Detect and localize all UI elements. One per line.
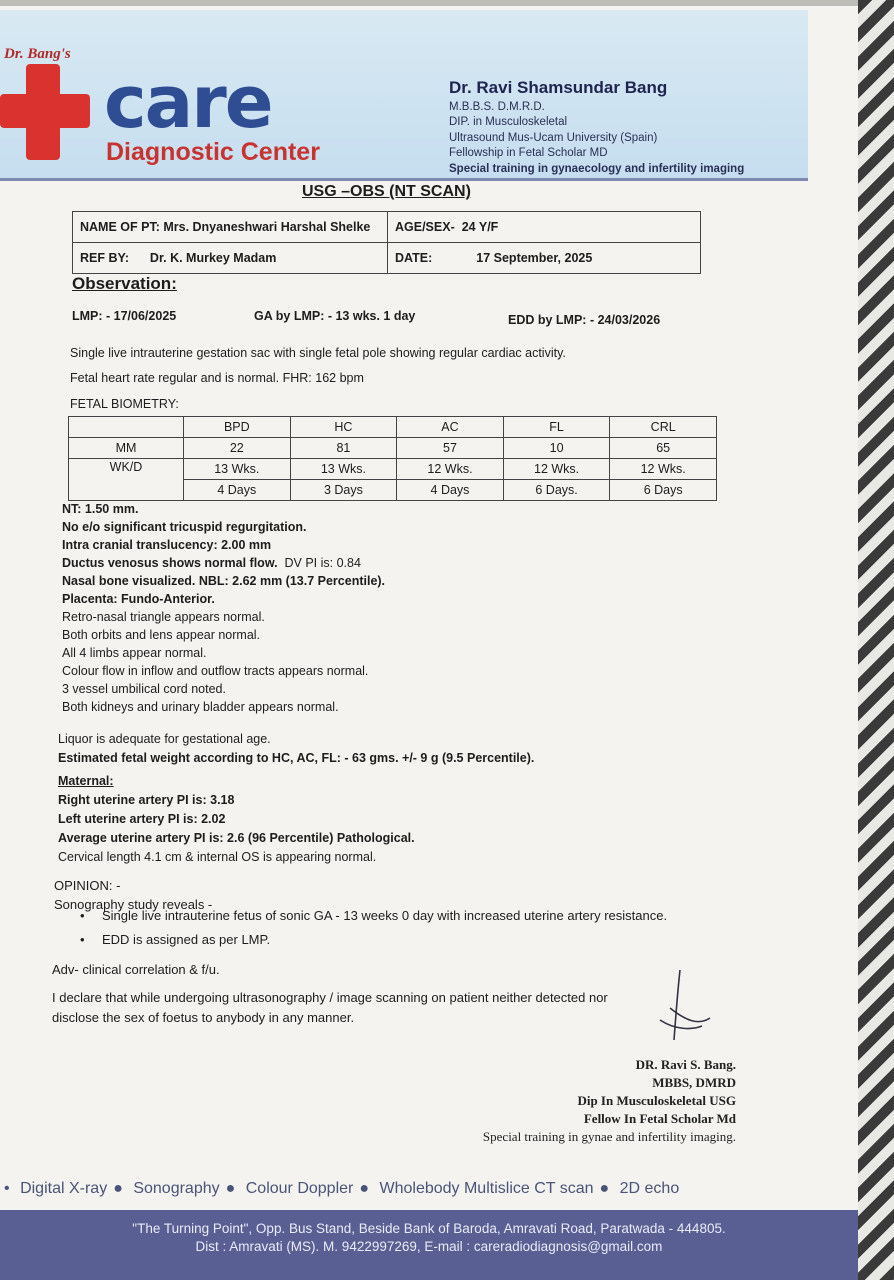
patient-agesex: 24 Y/F bbox=[461, 220, 499, 234]
footer-address bbox=[0, 1210, 858, 1280]
col-ac: AC bbox=[397, 417, 504, 438]
maternal-right: Right uterine artery PI is: 3.18 bbox=[58, 793, 235, 807]
ga-by-lmp: GA by LMP: - 13 wks. 1 day bbox=[254, 309, 416, 323]
finding-nasal: Nasal bone visualized. NBL: 2.62 mm (13.7 Percentile). bbox=[62, 574, 386, 588]
finding-gestation-sac: Single live intrauterine gestation sac with single fetal pole showing regular cardiac activity. bbox=[70, 346, 566, 360]
mm-crl: 65 bbox=[610, 438, 717, 459]
maternal-heading: Maternal: bbox=[58, 774, 114, 788]
col-crl: CRL bbox=[610, 417, 717, 438]
name-label: NAME OF PT: bbox=[80, 220, 160, 234]
mm-fl: 10 bbox=[503, 438, 610, 459]
col-hc: HC bbox=[290, 417, 397, 438]
service-item: Digital X-ray bbox=[20, 1180, 108, 1197]
row-wkd-label: WK/D bbox=[69, 459, 184, 501]
wk-bpd: 13 Wks. bbox=[184, 459, 291, 480]
opinion-bullet: • Single live intrauterine fetus of sonic GA - 13 weeks 0 day with increased uterine artery resistance. bbox=[80, 908, 668, 923]
finding-ict: Intra cranial translucency: 2.00 mm bbox=[62, 538, 272, 552]
signatory-dip: Dip In Musculoskeletal USG bbox=[577, 1093, 736, 1108]
mm-ac: 57 bbox=[397, 438, 504, 459]
qualification: Fellowship in Fetal Scholar MD bbox=[449, 147, 608, 159]
opinion-heading: OPINION: - bbox=[54, 878, 121, 893]
report-date: 17 September, 2025 bbox=[476, 251, 593, 265]
signatory-training: Special training in gynae and infertility imaging. bbox=[482, 1129, 736, 1144]
finding-colour: Colour flow in inflow and outflow tracts appears normal. bbox=[62, 664, 369, 678]
services-strip: • Digital X-ray ● Sonography ● Colour Doppler ● Wholebody Multislice CT scan ● 2D echo bbox=[4, 1180, 680, 1197]
doctor-credentials bbox=[449, 80, 744, 177]
day-bpd: 4 Days bbox=[184, 480, 291, 501]
finding-vessel: 3 vessel umbilical cord noted. bbox=[62, 682, 226, 696]
edd-by-lmp: EDD by LMP: - 24/03/2026 bbox=[508, 313, 661, 327]
signatory-fellow: Fellow In Fetal Scholar Md bbox=[583, 1111, 736, 1126]
finding-fhr: Fetal heart rate regular and is normal. FHR: 162 bpm bbox=[70, 371, 364, 385]
liquor: Liquor is adequate for gestational age. bbox=[58, 732, 271, 746]
fetal-biometry-table bbox=[68, 416, 717, 501]
qualification: Ultrasound Mus-Ucam University (Spain) bbox=[449, 131, 658, 144]
logo-care-text: care bbox=[104, 60, 272, 144]
finding-kidneys: Both kidneys and urinary bladder appears normal. bbox=[62, 700, 339, 714]
finding-dv-flow: Ductus venosus shows normal flow. bbox=[62, 556, 278, 570]
wk-fl: 12 Wks. bbox=[503, 459, 610, 480]
wk-ac: 12 Wks. bbox=[397, 459, 504, 480]
observation-heading: Observation: bbox=[72, 274, 177, 293]
mm-hc: 81 bbox=[290, 438, 397, 459]
background-pattern bbox=[858, 0, 894, 1280]
logo-dr-text: Dr. Bang's bbox=[4, 46, 71, 62]
mm-bpd: 22 bbox=[184, 438, 291, 459]
ref-label: REF BY: bbox=[80, 251, 130, 265]
biometry-label: FETAL BIOMETRY: bbox=[70, 397, 179, 411]
finding-orbits: Both orbits and lens appear normal. bbox=[62, 628, 261, 642]
finding-limbs: All 4 limbs appear normal. bbox=[62, 646, 207, 660]
date-label: DATE: bbox=[395, 251, 433, 265]
qualification: Special training in gynaecology and infertility imaging bbox=[449, 162, 745, 175]
finding-tricuspid: No e/o significant tricuspid regurgitation. bbox=[62, 520, 307, 534]
declaration: I declare that while undergoing ultrasonography / image scanning on patient neither detected nor disclose the sex of foetus to anybody in any manner. bbox=[52, 990, 608, 1025]
finding-placenta: Placenta: Fundo-Anterior. bbox=[62, 592, 215, 606]
col-fl: FL bbox=[503, 417, 610, 438]
opinion-bullet-text: EDD is assigned as per LMP. bbox=[102, 932, 271, 947]
findings-list bbox=[62, 500, 385, 716]
advice: Adv- clinical correlation & f/u. bbox=[52, 962, 220, 977]
qualification: M.B.B.S. D.M.R.D. bbox=[449, 100, 545, 113]
report-title: USG –OBS (NT SCAN) bbox=[302, 183, 471, 200]
qualification: DIP. in Musculoskeletal bbox=[449, 116, 568, 128]
wk-crl: 12 Wks. bbox=[610, 459, 717, 480]
col-bpd: BPD bbox=[184, 417, 291, 438]
finding-retro: Retro-nasal triangle appears normal. bbox=[62, 610, 265, 624]
maternal-cervix: Cervical length 4.1 cm & internal OS is appearing normal. bbox=[58, 850, 377, 864]
referring-doctor: Dr. K. Murkey Madam bbox=[149, 251, 277, 265]
patient-name: Mrs. Dnyaneshwari Harshal Shelke bbox=[163, 220, 371, 234]
signature-block bbox=[420, 1056, 736, 1146]
efw: Estimated fetal weight according to HC, AC, FL: - 63 gms. +/- 9 g (9.5 Percentile). bbox=[58, 751, 535, 765]
day-crl: 6 Days bbox=[610, 480, 717, 501]
row-mm-label: MM bbox=[69, 438, 184, 459]
maternal-left: Left uterine artery PI is: 2.02 bbox=[58, 812, 226, 826]
opinion-intro: Sonography study reveals - bbox=[54, 897, 213, 912]
wk-hc: 13 Wks. bbox=[290, 459, 397, 480]
finding-dv-pi: DV PI is: 0.84 bbox=[284, 556, 361, 570]
opinion-bullet-text: Single live intrauterine fetus of sonic GA - 13 weeks 0 day with increased uterine artery resistance. bbox=[102, 908, 668, 923]
letterhead bbox=[0, 10, 808, 181]
signature-mark bbox=[640, 968, 730, 1048]
service-item: 2D echo bbox=[619, 1180, 680, 1197]
finding-nt: NT: 1.50 mm. bbox=[62, 502, 139, 516]
doctor-name: Dr. Ravi Shamsundar Bang bbox=[449, 78, 668, 97]
day-hc: 3 Days bbox=[290, 480, 397, 501]
service-item: Sonography bbox=[133, 1180, 220, 1197]
signatory-name: DR. Ravi S. Bang. bbox=[635, 1057, 736, 1072]
logo-subtitle: Diagnostic Center bbox=[106, 138, 320, 166]
service-item: Colour Doppler bbox=[245, 1180, 354, 1197]
patient-info-table bbox=[72, 211, 701, 274]
medical-cross-icon bbox=[0, 64, 90, 160]
signatory-degree: MBBS, DMRD bbox=[652, 1075, 736, 1090]
liquor-and-maternal bbox=[58, 730, 534, 867]
footer-line-2: Dist : Amravati (MS). M. 9422997269, E-mail : careradiodiagnosis@gmail.com bbox=[195, 1239, 663, 1254]
service-item: Wholebody Multislice CT scan bbox=[379, 1180, 594, 1197]
opinion-bullet: • EDD is assigned as per LMP. bbox=[80, 932, 271, 947]
footer-line-1: "The Turning Point", Opp. Bus Stand, Beside Bank of Baroda, Amravati Road, Paratwada - 444805. bbox=[132, 1221, 726, 1236]
agesex-label: AGE/SEX- bbox=[395, 220, 455, 234]
lmp: LMP: - 17/06/2025 bbox=[72, 309, 177, 323]
finding-dv bbox=[62, 554, 385, 572]
day-fl: 6 Days. bbox=[503, 480, 610, 501]
day-ac: 4 Days bbox=[397, 480, 504, 501]
maternal-average: Average uterine artery PI is: 2.6 (96 Percentile) Pathological. bbox=[58, 831, 415, 845]
